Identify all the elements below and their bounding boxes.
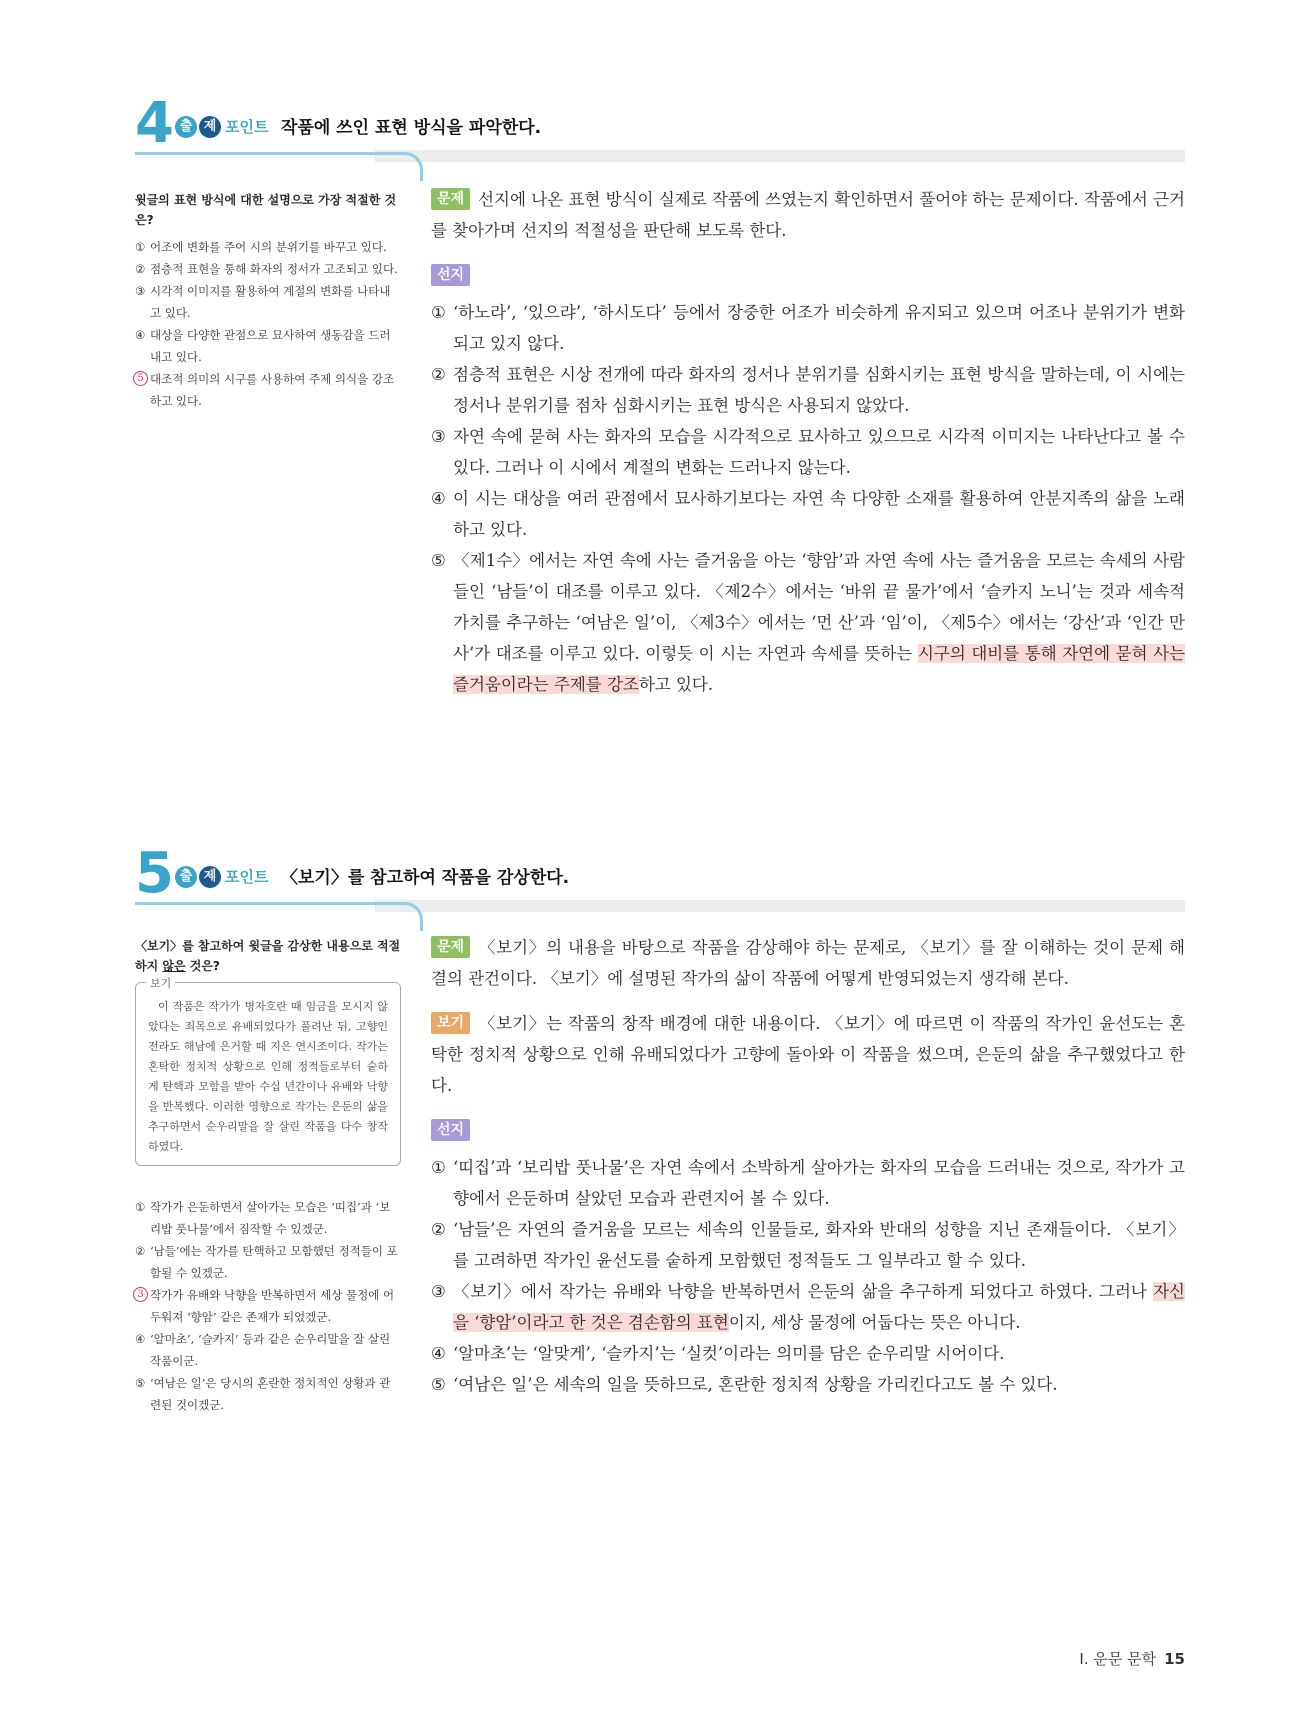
problem-description: 문제 〈보기〉의 내용을 바탕으로 작품을 감상해야 하는 문제로, 〈보기〉를 잘 이해하는 것이 문제 해결의 관건이다. 〈보기〉에 설명된 작가의 삶이 작품에 어떻게 반영되었는지 생각해 본다.	[431, 938, 1185, 988]
option-4: ④ 대상을 다양한 관점으로 묘사하여 생동감을 드러내고 있다.	[135, 328, 391, 364]
explanation-column	[431, 184, 1185, 700]
seonji-tag: 선지	[431, 264, 470, 286]
header-accent-line	[135, 902, 423, 931]
answer-mark: 5	[133, 371, 148, 386]
seonji-tag: 선지	[431, 1119, 470, 1141]
problem-description: 문제 선지에 나온 표현 방식이 실제로 작품에 쓰였는지 확인하면서 풀어야 하는 문제이다. 작품에서 근거를 찾아가며 선지의 적절성을 판단해 보도록 한다.	[431, 190, 1185, 240]
question-column	[135, 190, 401, 412]
explanation-2: ② 점층적 표현은 시상 전개에 따라 화자의 정서나 분위기를 심화시키는 표현 방식을 말하는데, 이 시에는 정서나 분위기를 점차 심화시키는 표현 방식은 사용되지 않았다.	[431, 365, 1185, 415]
section-title: 〈보기〉를 참고하여 작품을 감상한다.	[281, 868, 570, 888]
header-accent-line	[135, 152, 423, 181]
question-column	[135, 936, 401, 1416]
bogi-tag: 보기	[431, 1012, 470, 1034]
section-number: 4	[135, 91, 174, 156]
explanation-3: ③ 자연 속에 묻혀 사는 화자의 모습을 시각적으로 묘사하고 있으므로 시각적 이미지는 나타난다고 볼 수 있다. 그러나 이 시에서 계절의 변화는 드러나지 않는다.	[431, 427, 1185, 477]
munje-tag: 문제	[431, 936, 470, 958]
answer-mark: 3	[133, 1287, 148, 1302]
option-4: ④ ‘알마초’, ‘슬카지’ 등과 같은 순우리말을 잘 살린 작품이군.	[135, 1332, 391, 1368]
page-footer	[1079, 1648, 1185, 1669]
section-title: 작품에 쓰인 표현 방식을 파악한다.	[281, 118, 542, 138]
badge-chul: 출	[175, 866, 197, 888]
section-4	[135, 91, 1186, 694]
highlighted-text: 자신을 ‘향암’이라고 한 것은 겸손함의 표현	[453, 1282, 1185, 1332]
bogi-box	[135, 977, 401, 1166]
bogi-text: 이 작품은 작가가 병자호란 때 임금을 모시지 않았다는 죄목으로 유배되었다가 풀려난 뒤, 고향인 전라도 해남에 은거할 때 지은 연시조이다. 작가는 혼탁한 정치적 상황으로 인해 정적들로부터 숱하게 탄핵과 모함을 받아 수십 년간이나 유배와 낙향을 반복했다. 이러한 영향으로 작가는 은둔의 삶을 추구하면서 순우리말을 잘 살린 작품을 다수 창작하였다.	[148, 1000, 388, 1153]
explanation-4: ④ 이 시는 대상을 여러 관점에서 묘사하기보다는 자연 속 다양한 소재를 활용하여 안분지족의 삶을 노래하고 있다.	[431, 489, 1185, 539]
question-text: 윗글의 표현 방식에 대한 설명으로 가장 적절한 것은?	[135, 193, 397, 227]
explanation-1: ① ‘띠집’과 ‘보리밥 풋나물’은 자연 속에서 소박하게 살아가는 화자의 모습을 드러내는 것으로, 작가가 고향에서 은둔하며 살았던 모습과 관련지어 볼 수 있다.	[431, 1158, 1185, 1208]
explanation-5: ⑤ ‘여남은 일’은 세속의 일을 뜻하므로, 혼란한 정치적 상황을 가리킨다고도 볼 수 있다.	[431, 1375, 1058, 1394]
option-2: ② ‘남들’에는 작가를 탄핵하고 모함했던 정적들이 포함될 수 있겠군.	[135, 1244, 398, 1280]
chapter-label: Ⅰ. 운문 문학	[1079, 1650, 1157, 1668]
header-bar	[375, 150, 1185, 162]
header-bar	[375, 900, 1185, 912]
bogi-label: 보기	[146, 974, 175, 994]
option-3: ③ 시각적 이미지를 활용하여 계절의 변화를 나타내고 있다.	[135, 284, 391, 320]
section-number: 5	[135, 841, 174, 906]
option-1: ① 작가가 은둔하면서 살아가는 모습은 ‘띠집’과 ‘보리밥 풋나물’에서 짐작할 수 있겠군.	[135, 1200, 391, 1236]
badge-chul: 출	[175, 116, 197, 138]
section-5	[135, 841, 1185, 1412]
explanation-1: ① ‘하노라’, ‘있으랴’, ‘하시도다’ 등에서 장중한 어조가 비슷하게 유지되고 있으며 어조나 분위기가 변화되고 있지 않다.	[431, 303, 1185, 353]
point-label: 포인트	[225, 868, 269, 886]
explanation-4: ④ ‘알마초’는 ‘알맞게’, ‘슬카지’는 ‘실컷’이라는 의미를 담은 순우리말 시어이다.	[431, 1344, 1005, 1363]
section-header	[135, 91, 1185, 170]
explanation-column	[431, 932, 1185, 1400]
option-3-answer: 3 작가가 유배와 낙향을 반복하면서 세상 물정에 어두워져 ‘향암’ 같은 존재가 되었겠군.	[135, 1284, 401, 1328]
badge-je: 제	[199, 866, 221, 888]
munje-tag: 문제	[431, 188, 470, 210]
explanation-3: ③ 〈보기〉에서 작가는 유배와 낙향을 반복하면서 은둔의 삶을 추구하게 되었다고 하였다. 그러나 자신을 ‘향암’이라고 한 것은 겸손함의 표현이지, 세상 물정에 어둡다는 뜻은 아니다.	[431, 1282, 1185, 1332]
option-5-answer: 5 대조적 의미의 시구를 사용하여 주제 의식을 강조하고 있다.	[135, 368, 401, 412]
badge-je: 제	[199, 116, 221, 138]
option-1: ① 어조에 변화를 주어 시의 분위기를 바꾸고 있다.	[135, 240, 387, 254]
bogi-explanation: 보기 〈보기〉는 작품의 창작 배경에 대한 내용이다. 〈보기〉에 따르면 이 작품의 작가인 윤선도는 혼탁한 정치적 상황으로 인해 유배되었다가 고향에 돌아와 이 작품을 썼으며, 은둔의 삶을 추구했었다고 한다.	[431, 1014, 1185, 1095]
point-label: 포인트	[225, 118, 269, 136]
question-text: 〈보기〉를 참고하여 윗글을 감상한 내용으로 적절하지 않은 것은?	[135, 939, 401, 973]
explanation-2: ② ‘남들’은 자연의 즐거움을 모르는 세속의 인물들로, 화자와 반대의 성향을 지닌 존재들이다. 〈보기〉를 고려하면 작가인 윤선도를 숱하게 모함했던 정적들도 그 일부라고 할 수 있다.	[431, 1220, 1185, 1270]
option-5: ⑤ ‘여남은 일’은 당시의 혼란한 정치적인 상황과 관련된 것이겠군.	[135, 1376, 391, 1412]
page-number: 15	[1164, 1650, 1185, 1668]
highlighted-text: 시구의 대비를 통해 자연에 묻혀 사는 즐거움이라는 주제를 강조	[453, 644, 1186, 694]
section-header	[135, 841, 1185, 920]
explanation-5: ⑤ 〈제1수〉에서는 자연 속에 사는 즐거움을 아는 ‘향암’과 자연 속에 사는 즐거움을 모르는 속세의 사람들인 ‘남들’이 대조를 이루고 있다. 〈제2수〉에서는 ‘바위 끝 물가’에서 ‘슬카지 노니’는 것과 세속적 가치를 추구하는 ‘여남은 일’이, 〈제3수〉에서는 ‘먼 산’과 ‘임’이, 〈제5수〉에서는 ‘강산’과 ‘인간 만사’가 대조를 이루고 있다. 이렇듯 이 시는 자연과 속세를 뜻하는 시구의 대비를 통해 자연에 묻혀 사는 즐거움이라는 주제를 강조하고 있다.	[431, 551, 1186, 694]
option-2: ② 점층적 표현을 통해 화자의 정서가 고조되고 있다.	[135, 262, 398, 276]
